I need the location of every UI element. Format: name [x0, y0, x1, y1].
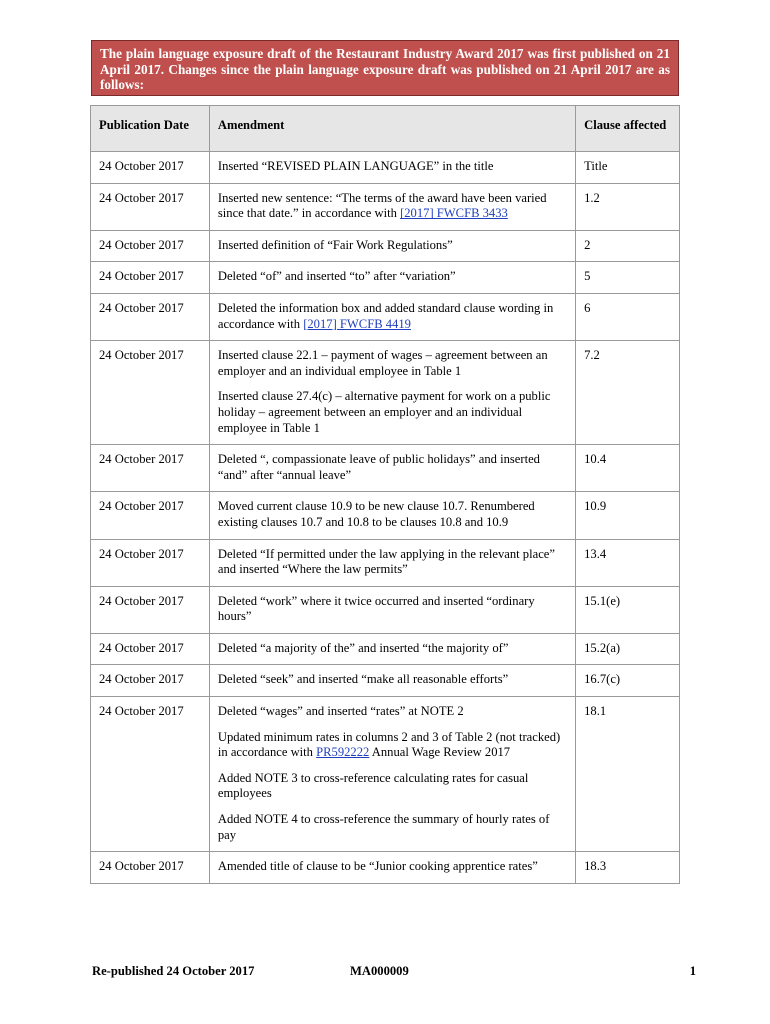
publication-date-cell: 24 October 2017 — [91, 152, 210, 184]
amendment-note — [218, 348, 567, 379]
amendment-cell — [209, 230, 575, 262]
decision-reference-link[interactable]: [2017] FWCFB 3433 — [400, 206, 508, 221]
amendment-text: Inserted clause 27.4(c) – alternative payment for work on a public holiday – agreement between an employer and an individual employee in Table 1 — [217, 389, 551, 435]
amendment-note — [218, 238, 567, 254]
clause-affected-cell: 18.3 — [576, 852, 680, 884]
table-row — [91, 697, 680, 852]
amendment-cell — [209, 262, 575, 294]
amendment-note — [218, 641, 567, 657]
amendment-note — [218, 269, 567, 285]
amendment-cell — [209, 183, 575, 230]
clause-affected-cell: 10.9 — [576, 492, 680, 539]
amendment-text: Deleted “a majority of the” and inserted “the majority of” — [217, 640, 509, 655]
clause-affected-cell: Title — [576, 152, 680, 184]
amendment-cell — [209, 633, 575, 665]
amendment-note — [218, 301, 567, 332]
table-row — [91, 341, 680, 445]
amendment-text: Amended title of clause to be “Junior cooking apprentice rates” — [217, 859, 538, 874]
table-row — [91, 852, 680, 884]
publication-date-cell: 24 October 2017 — [91, 262, 210, 294]
amendment-text: Inserted “REVISED PLAIN LANGUAGE” in the title — [217, 159, 494, 173]
header-publication-date: Publication Date — [91, 106, 210, 152]
clause-affected-cell: 13.4 — [576, 539, 680, 586]
amendment-note — [218, 812, 567, 843]
amendment-text: Moved current clause 10.9 to be new clause 10.7. Renumbered existing clauses 10.7 and 10.8 to be clauses 10.8 and 10.9 — [217, 499, 535, 529]
amendment-cell — [209, 665, 575, 697]
amendments-table — [90, 105, 680, 884]
amendment-text: Deleted “If permitted under the law applying in the relevant place” and inserted “Where the law permits” — [217, 546, 555, 577]
table-row — [91, 492, 680, 539]
amendment-text: Inserted new sentence: “The terms of the award have been varied since that date.” in accordance with — [217, 190, 547, 221]
publication-date-cell: 24 October 2017 — [91, 492, 210, 539]
clause-affected-cell: 10.4 — [576, 445, 680, 492]
amendment-cell — [209, 586, 575, 633]
clause-affected-cell: 15.2(a) — [576, 633, 680, 665]
footer-award-code: MA000009 — [350, 964, 409, 978]
clause-affected-cell: 2 — [576, 230, 680, 262]
publication-date-cell: 24 October 2017 — [91, 445, 210, 492]
publication-date-cell: 24 October 2017 — [91, 697, 210, 852]
amendment-note — [218, 499, 567, 530]
amendment-cell — [209, 492, 575, 539]
decision-reference-link[interactable]: PR592222 — [316, 745, 370, 760]
publication-date-cell: 24 October 2017 — [91, 633, 210, 665]
amendment-note — [218, 859, 567, 875]
amendment-note — [218, 704, 567, 720]
amendment-text: Deleted “seek” and inserted “make all reasonable efforts” — [217, 672, 509, 687]
publication-date-cell: 24 October 2017 — [91, 665, 210, 697]
table-header-row — [91, 106, 680, 152]
clause-affected-cell: 1.2 — [576, 183, 680, 230]
clause-affected-cell: 6 — [576, 293, 680, 340]
table-row — [91, 633, 680, 665]
amendment-cell — [209, 539, 575, 586]
amendment-cell — [209, 293, 575, 340]
amendment-note — [218, 191, 567, 222]
clause-affected-cell: 7.2 — [576, 341, 680, 445]
amendment-text: Added NOTE 3 to cross-reference calculating rates for casual employees — [217, 770, 529, 801]
clause-affected-cell: 15.1(e) — [576, 586, 680, 633]
amendment-note — [218, 730, 567, 761]
amendment-note — [218, 594, 567, 625]
table-row — [91, 152, 680, 184]
amendment-text: Inserted definition of “Fair Work Regulations” — [217, 237, 453, 252]
banner-text: The plain language exposure draft of the Restaurant Industry Award 2017 was first published on 21 April 2017. Changes since the plain language exposure draft was published on 21 April 2017 are as follows: — [100, 46, 670, 92]
clause-affected-cell: 16.7(c) — [576, 665, 680, 697]
exposure-draft-banner — [91, 40, 679, 96]
table-row — [91, 230, 680, 262]
publication-date-cell: 24 October 2017 — [91, 293, 210, 340]
clause-affected-cell: 5 — [576, 262, 680, 294]
footer-page-number: 1 — [689, 964, 696, 978]
amendment-note — [218, 389, 567, 436]
publication-date-cell: 24 October 2017 — [91, 539, 210, 586]
clause-affected-cell: 18.1 — [576, 697, 680, 852]
table-row — [91, 539, 680, 586]
footer-republished: Re-published 24 October 2017 — [92, 964, 255, 978]
amendment-text: Added NOTE 4 to cross-reference the summary of hourly rates of pay — [217, 812, 550, 842]
publication-date-cell: 24 October 2017 — [91, 341, 210, 445]
table-row — [91, 586, 680, 633]
table-row — [91, 262, 680, 294]
amendment-text: Deleted “of” and inserted “to” after “variation” — [217, 269, 456, 284]
header-clause-affected: Clause affected — [576, 106, 680, 152]
amendment-cell — [209, 852, 575, 884]
amendment-text: Annual Wage Review 2017 — [369, 745, 511, 760]
publication-date-cell: 24 October 2017 — [91, 183, 210, 230]
amendment-text: Deleted “, compassionate leave of public holidays” and inserted “and” after “annual leave” — [217, 452, 540, 482]
amendment-cell — [209, 697, 575, 852]
amendment-note — [218, 547, 567, 578]
amendment-text: Updated minimum rates in columns 2 and 3 of Table 2 (not tracked) in accordance with — [217, 729, 561, 760]
table-row — [91, 445, 680, 492]
amendment-text: Deleted “work” where it twice occurred and inserted “ordinary hours” — [217, 593, 535, 624]
publication-date-cell: 24 October 2017 — [91, 852, 210, 884]
publication-date-cell: 24 October 2017 — [91, 586, 210, 633]
amendment-text: Inserted clause 22.1 – payment of wages – agreement between an employer and an individual employee in Table 1 — [217, 348, 548, 378]
amendment-note — [218, 159, 567, 175]
table-row — [91, 293, 680, 340]
amendment-cell — [209, 341, 575, 445]
publication-date-cell: 24 October 2017 — [91, 230, 210, 262]
amendment-note — [218, 452, 567, 483]
decision-reference-link[interactable]: [2017] FWCFB 4419 — [303, 316, 411, 331]
amendment-note — [218, 771, 567, 802]
header-amendment: Amendment — [209, 106, 575, 152]
amendment-cell — [209, 152, 575, 184]
table-row — [91, 665, 680, 697]
amendment-text: Deleted “wages” and inserted “rates” at NOTE 2 — [217, 704, 464, 719]
amendment-note — [218, 672, 567, 688]
table-row — [91, 183, 680, 230]
amendment-text: Deleted the information box and added standard clause wording in accordance with — [217, 300, 554, 331]
amendment-cell — [209, 445, 575, 492]
